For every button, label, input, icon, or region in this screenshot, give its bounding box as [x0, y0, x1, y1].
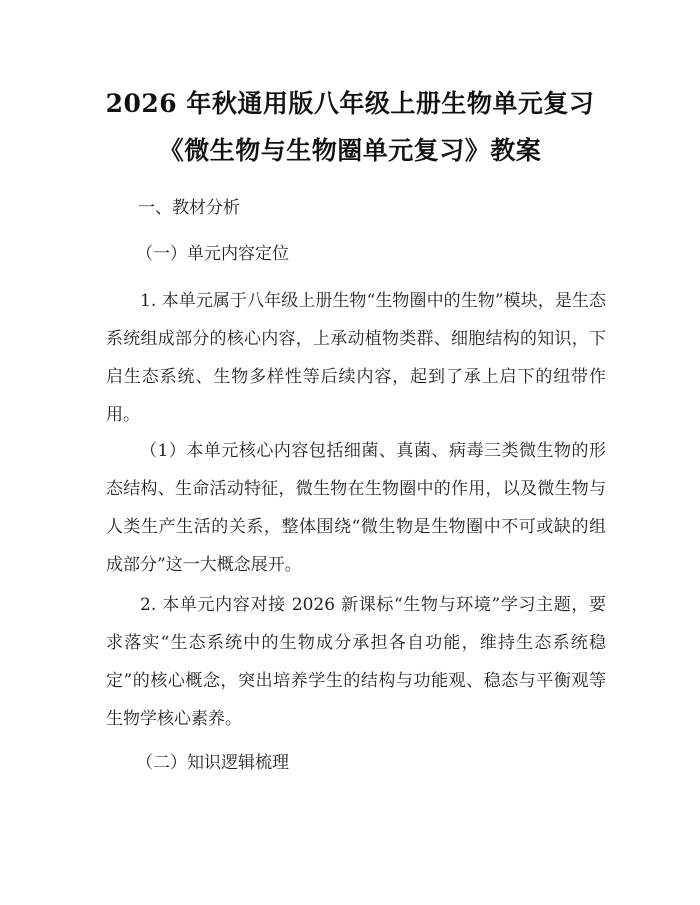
subsection-heading-knowledge-logic: （二）知识逻辑梳理	[136, 753, 289, 773]
document-title-line-2: 《微生物与生物圈单元复习》教案	[158, 136, 542, 165]
paragraph-unit-module-position: 1. 本单元属于八年级上册生物“生物圈中的生物”模块，是生态系统组成部分的核心内容，上承动植物类群、细胞结构的知识，下启生态系统、生物多样性等后续内容，起到了承上启下的纽带作用。	[106, 291, 606, 425]
paragraph-curriculum-standard: 2. 本单元内容对接 2026 新课标“生物与环境”学习主题，要求落实“生态系统中的生物成分承担各自功能，维持生态系统稳定”的核心概念，突出培养学生的结构与功能观、稳态与平衡观等生物学核心素养。	[106, 595, 606, 729]
subsection-heading-unit-positioning: （一）单元内容定位	[136, 244, 289, 264]
paragraph-unit-core-content: （1）本单元核心内容包括细菌、真菌、病毒三类微生物的形态结构、生命活动特征，微生物在生物圈中的作用，以及微生物与人类生产生活的关系，整体围绕“微生物是生物圈中不可或缺的组成部分”这一大概念展开。	[106, 441, 606, 575]
document-title-line-1: 2026 年秋通用版八年级上册生物单元复习	[105, 89, 595, 118]
section-heading-textbook-analysis: 一、教材分析	[138, 198, 240, 218]
